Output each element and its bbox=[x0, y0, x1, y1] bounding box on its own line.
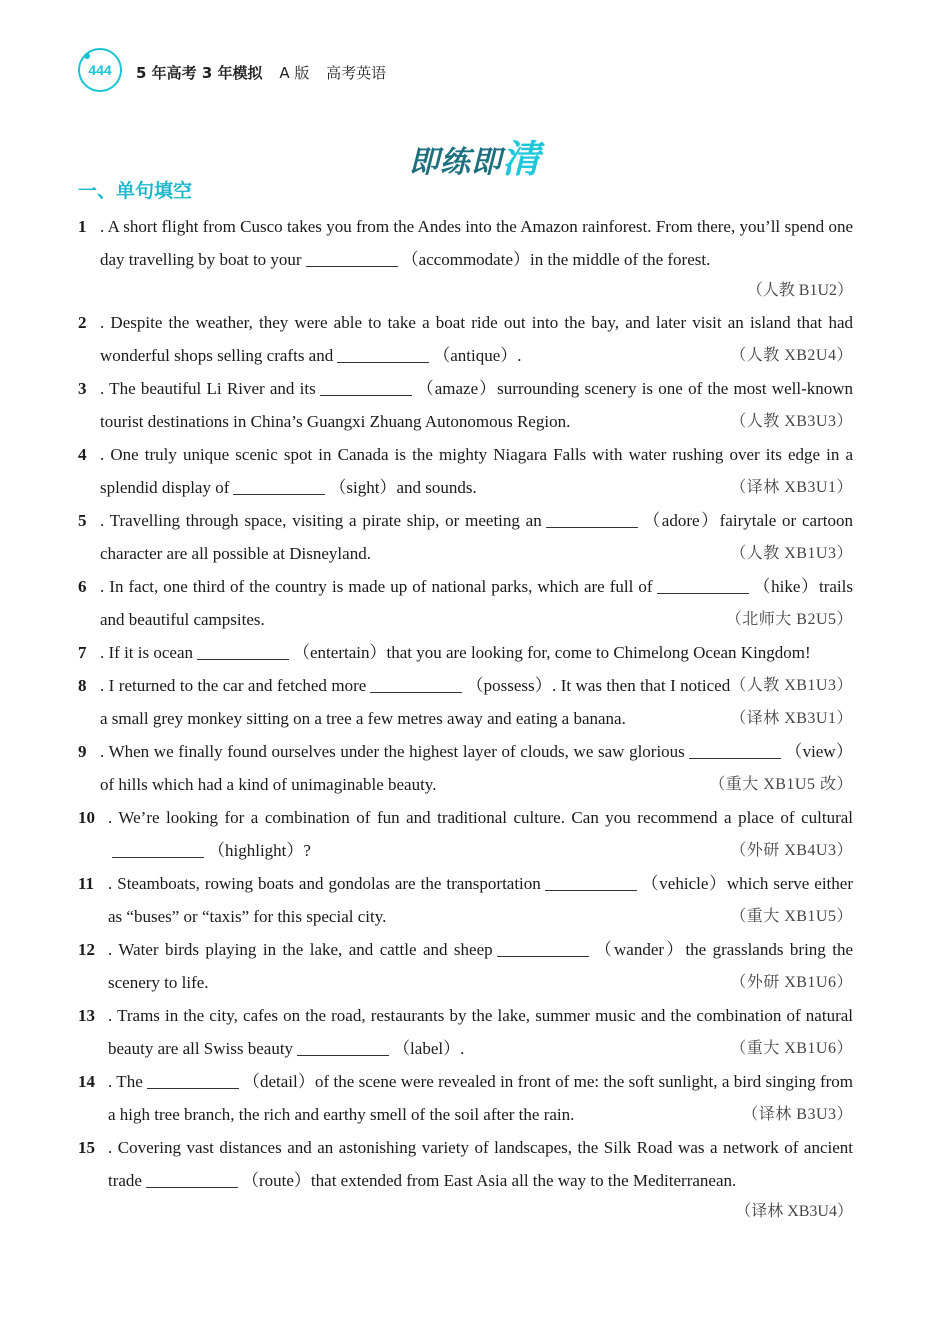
item-text-after: and sounds. bbox=[396, 478, 477, 497]
item-text-before: . Steamboats, rowing boats and gondolas are the transportation bbox=[108, 874, 541, 893]
exercise-heading: 一、单句填空 bbox=[78, 180, 193, 202]
item-text bbox=[100, 504, 853, 570]
answer-blank[interactable] bbox=[657, 574, 749, 594]
word-hint: （view） bbox=[784, 742, 854, 761]
item-number: 6 bbox=[78, 577, 87, 596]
item-number: 11 bbox=[78, 874, 95, 893]
exercise-item bbox=[78, 1131, 853, 1227]
item-source: （人教 XB2U4） bbox=[730, 347, 853, 364]
item-text-before: . We’re looking for a combination of fun and traditional culture. Can you recommend a place of cultural bbox=[108, 808, 853, 827]
item-source: （重大 XB1U5 改） bbox=[709, 776, 853, 793]
exercise-item bbox=[78, 933, 853, 999]
word-hint: （detail） bbox=[242, 1072, 315, 1091]
page-number-badge bbox=[78, 48, 122, 92]
item-text-after: fairytale or cartoon character are all possible at Disneyland. bbox=[100, 511, 853, 563]
answer-blank[interactable] bbox=[197, 640, 289, 660]
exercise-item bbox=[78, 210, 853, 306]
item-text-after: the grasslands bring the scenery to life. bbox=[108, 940, 853, 992]
page-header bbox=[78, 48, 878, 98]
answer-blank[interactable] bbox=[320, 376, 412, 396]
word-hint: （accommodate） bbox=[401, 250, 530, 269]
item-text-after: . bbox=[460, 1039, 465, 1058]
item-text bbox=[108, 867, 853, 933]
answer-blank[interactable] bbox=[233, 475, 325, 495]
item-source: （人教 XB1U3） bbox=[730, 545, 853, 562]
word-hint: （label） bbox=[393, 1039, 461, 1058]
answer-blank[interactable] bbox=[545, 871, 637, 891]
item-text-after: that you are looking for, come to Chimelong Ocean Kingdom! bbox=[386, 643, 811, 662]
item-text-after: . It was then that I noticed a small grey monkey sitting on a tree a few metres away and eating a banana. bbox=[100, 676, 731, 728]
item-number: 14 bbox=[78, 1072, 95, 1091]
item-number: 8 bbox=[78, 676, 87, 695]
item-text bbox=[100, 570, 853, 636]
book-title bbox=[136, 62, 386, 83]
word-hint: （sight） bbox=[329, 478, 397, 497]
word-hint: （amaze） bbox=[415, 379, 498, 398]
item-source: （译林 XB3U1） bbox=[730, 479, 853, 496]
word-hint: （wander） bbox=[592, 940, 686, 959]
item-text-before: . Trams in the city, cafes on the road, restaurants by the lake, summer music and the combination of natural beauty are all Swiss beauty bbox=[108, 1006, 853, 1058]
item-text-before: . Covering vast distances and an astonishing variety of landscapes, the Silk Road was a network of ancient trade bbox=[108, 1138, 853, 1190]
item-source: （译林 XB3U4） bbox=[735, 1203, 853, 1220]
item-text bbox=[108, 1131, 853, 1227]
item-text-after: of the scene were revealed in front of me: the soft sunlight, a bird singing from a high tree branch, the rich and earthy smell of the soil after the rain. bbox=[108, 1072, 854, 1124]
exercise-item bbox=[78, 735, 853, 801]
item-text-before: . The beautiful Li River and its bbox=[100, 379, 316, 398]
item-text-before: . Travelling through space, visiting a pirate ship, or meeting an bbox=[100, 511, 542, 530]
answer-blank[interactable] bbox=[337, 343, 429, 363]
item-text bbox=[108, 801, 853, 867]
section-title-accent: 清 bbox=[501, 137, 541, 181]
item-source: （北师大 B2U5） bbox=[725, 611, 853, 628]
word-hint: （entertain） bbox=[293, 643, 387, 662]
section-title bbox=[409, 128, 541, 183]
exercise-item bbox=[78, 438, 853, 504]
answer-blank[interactable] bbox=[297, 1036, 389, 1056]
book-edition: A 版 bbox=[279, 64, 310, 82]
answer-blank[interactable] bbox=[112, 838, 204, 858]
exercise-item bbox=[78, 504, 853, 570]
word-hint: （route） bbox=[241, 1171, 311, 1190]
item-text bbox=[100, 735, 853, 801]
item-number: 10 bbox=[78, 808, 95, 827]
item-source: （人教 XB3U3） bbox=[730, 413, 853, 430]
item-text-before: . When we finally found ourselves under the highest layer of clouds, we saw glorious bbox=[100, 742, 685, 761]
item-source: （外研 XB4U3） bbox=[730, 842, 853, 859]
word-hint: （antique） bbox=[433, 346, 518, 365]
exercise-item bbox=[78, 867, 853, 933]
item-text-before: . I returned to the car and fetched more bbox=[100, 676, 367, 695]
section-title-wrap bbox=[0, 128, 950, 183]
item-text bbox=[100, 306, 853, 372]
answer-blank[interactable] bbox=[147, 1069, 239, 1089]
answer-blank[interactable] bbox=[306, 247, 398, 267]
item-text-after: ? bbox=[303, 841, 311, 860]
item-number: 3 bbox=[78, 379, 87, 398]
answer-blank[interactable] bbox=[146, 1168, 238, 1188]
item-number: 1 bbox=[78, 217, 87, 236]
item-source: （译林 XB3U1） bbox=[730, 710, 853, 727]
item-source: （重大 XB1U6） bbox=[730, 1040, 853, 1057]
item-text bbox=[108, 1065, 853, 1131]
item-source: （外研 XB1U6） bbox=[730, 974, 853, 991]
item-number: 9 bbox=[78, 742, 87, 761]
item-number: 12 bbox=[78, 940, 95, 959]
section-title-main: 即练即 bbox=[408, 145, 502, 180]
item-text bbox=[108, 933, 853, 999]
item-text-before: . Despite the weather, they were able to take a boat ride out into the bay, and later visit an island that had wonderful shops selling crafts and bbox=[100, 313, 853, 365]
item-text-after: in the middle of the forest. bbox=[530, 250, 711, 269]
exercise-list bbox=[78, 210, 853, 1227]
badge-dot-icon bbox=[84, 53, 90, 59]
word-hint: （possess） bbox=[466, 676, 553, 695]
answer-blank[interactable] bbox=[497, 937, 589, 957]
item-number: 2 bbox=[78, 313, 87, 332]
item-text-after: of hills which had a kind of unimaginable beauty. bbox=[100, 775, 437, 794]
word-hint: （highlight） bbox=[208, 841, 304, 860]
item-text bbox=[100, 210, 853, 306]
exercise-item bbox=[78, 1065, 853, 1131]
page-number: 444 bbox=[88, 62, 112, 78]
word-hint: （hike） bbox=[752, 577, 819, 596]
answer-blank[interactable] bbox=[546, 508, 638, 528]
item-text bbox=[100, 438, 853, 504]
item-text-after: that extended from East Asia all the way to the Mediterranean. bbox=[310, 1171, 737, 1190]
item-source: （重大 XB1U5） bbox=[730, 908, 853, 925]
item-source: （译林 B3U3） bbox=[742, 1106, 853, 1123]
word-hint: （vehicle） bbox=[640, 874, 727, 893]
item-text-before: . In fact, one third of the country is made up of national parks, which are full of bbox=[100, 577, 653, 596]
answer-blank[interactable] bbox=[689, 739, 781, 759]
word-hint: （adore） bbox=[641, 511, 720, 530]
exercise-item bbox=[78, 570, 853, 636]
item-number: 5 bbox=[78, 511, 87, 530]
item-number: 7 bbox=[78, 643, 87, 662]
item-text-before: . If it is ocean bbox=[100, 643, 193, 662]
item-text-before: . One truly unique scenic spot in Canada is the mighty Niagara Falls with water rushing over its edge in a splendid display of bbox=[100, 445, 853, 497]
item-text-before: . A short flight from Cusco takes you from the Andes into the Amazon rainforest. From there, you’ll spend one day travelling by boat to your bbox=[100, 217, 853, 269]
exercise-item bbox=[78, 669, 853, 735]
item-text bbox=[108, 999, 853, 1065]
item-text bbox=[100, 669, 853, 735]
exercise-item bbox=[78, 306, 853, 372]
item-number: 13 bbox=[78, 1006, 95, 1025]
item-text-after: which serve either as “buses” or “taxis” for this special city. bbox=[108, 874, 853, 926]
item-source: （人教 XB1U3） bbox=[730, 677, 853, 694]
item-text-after: surrounding scenery is one of the most well-known tourist destinations in China’s Guangxi Zhuang Autonomous Region. bbox=[100, 379, 854, 431]
answer-blank[interactable] bbox=[370, 673, 462, 693]
exercise-item bbox=[78, 801, 853, 867]
item-text-before: . Water birds playing in the lake, and cattle and sheep bbox=[108, 940, 493, 959]
item-text-after: trails and beautiful campsites. bbox=[100, 577, 853, 629]
item-source: （人教 B1U2） bbox=[746, 282, 853, 299]
exercise-item bbox=[78, 999, 853, 1065]
exercise-item bbox=[78, 372, 853, 438]
item-text-before: . The bbox=[108, 1072, 143, 1091]
book-subject: 高考英语 bbox=[326, 64, 387, 82]
item-text-after: . bbox=[517, 346, 522, 365]
item-text bbox=[100, 372, 853, 438]
item-number: 15 bbox=[78, 1138, 95, 1157]
book-brand: 5 年高考 3 年模拟 bbox=[136, 64, 263, 82]
item-number: 4 bbox=[78, 445, 87, 464]
